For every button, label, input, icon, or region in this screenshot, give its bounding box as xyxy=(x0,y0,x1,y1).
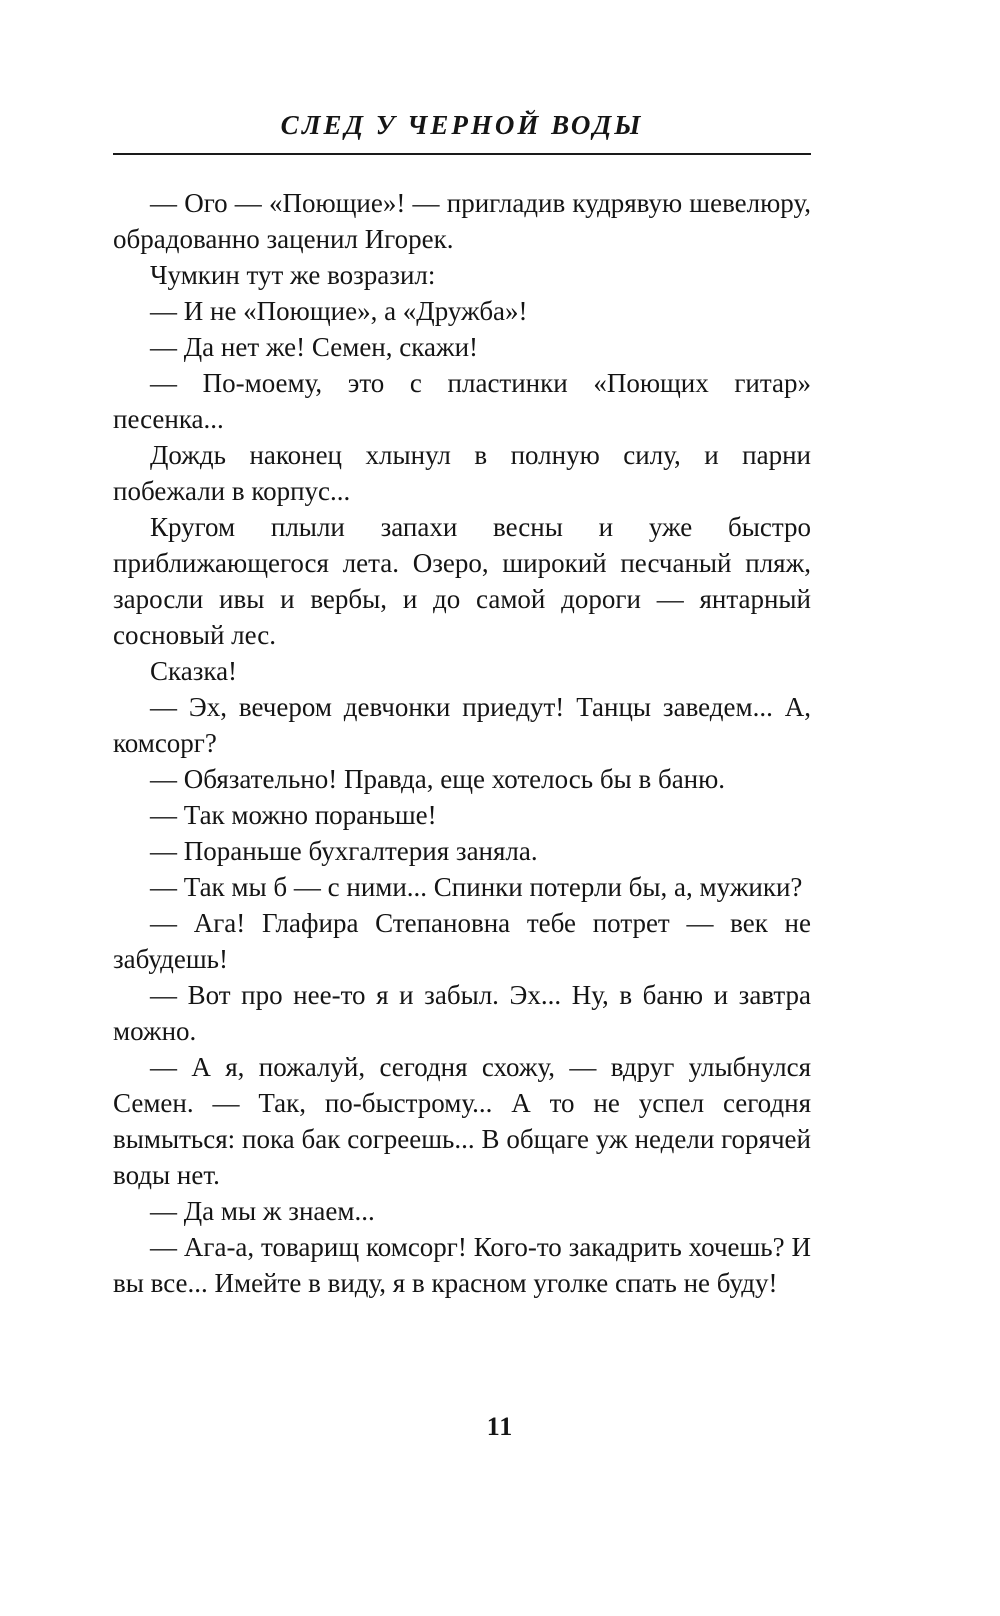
paragraph: — Вот про нее-то я и забыл. Эх... Ну, в баню и завтра можно. xyxy=(113,980,811,1046)
running-head-title: СЛЕД У ЧЕРНОЙ ВОДЫ xyxy=(280,110,644,140)
paragraph: — Эх, вечером девчонки приедут! Танцы заведем... А, комсорг? xyxy=(113,692,811,758)
paragraph: — Так можно пораньше! xyxy=(150,800,437,830)
paragraph: — И не «Поющие», а «Дружба»! xyxy=(150,296,528,326)
paragraph: Кругом плыли запахи весны и уже быстро приближающегося лета. Озеро, широкий песчаный пляж, заросли ивы и вербы, и до самой дороги — янтарный сосновый лес. xyxy=(113,512,811,650)
paragraph: — Пораньше бухгалтерия заняла. xyxy=(150,836,538,866)
text-block xyxy=(113,110,811,1301)
paragraph: Дождь наконец хлынул в полную силу, и парни побежали в корпус... xyxy=(113,440,811,506)
paragraph: — Обязательно! Правда, еще хотелось бы в баню. xyxy=(150,764,726,794)
page-number: 11 xyxy=(486,1412,514,1441)
paragraph: — Да мы ж знаем... xyxy=(150,1196,375,1226)
paragraph: — Ага! Глафира Степановна тебе потрет — век не забудешь! xyxy=(113,908,811,974)
paragraph: Сказка! xyxy=(150,656,238,686)
header-rule xyxy=(113,153,811,155)
paragraph: — Ого — «Поющие»! — пригладив кудрявую шевелюру, обрадованно заценил Игорек. xyxy=(113,188,811,254)
paragraph: — По-моему, это с пластинки «Поющих гитар» песенка... xyxy=(113,368,811,434)
body-text xyxy=(113,185,811,1301)
paragraph: — А я, пожалуй, сегодня схожу, — вдруг улыбнулся Семен. — Так, по-быстрому... А то не успел сегодня вымыться: пока бак согреешь... В общаге уж недели горячей воды нет. xyxy=(113,1052,811,1190)
paragraph: — Да нет же! Семен, скажи! xyxy=(150,332,479,362)
paragraph: Чумкин тут же возразил: xyxy=(150,260,436,290)
paragraph: — Так мы б — с ними... Спинки потерли бы, а, мужики? xyxy=(150,872,803,902)
paragraph: — Ага-а, товарищ комсорг! Кого-то закадрить хочешь? И вы все... Имейте в виду, я в красном уголке спать не буду! xyxy=(113,1232,811,1298)
